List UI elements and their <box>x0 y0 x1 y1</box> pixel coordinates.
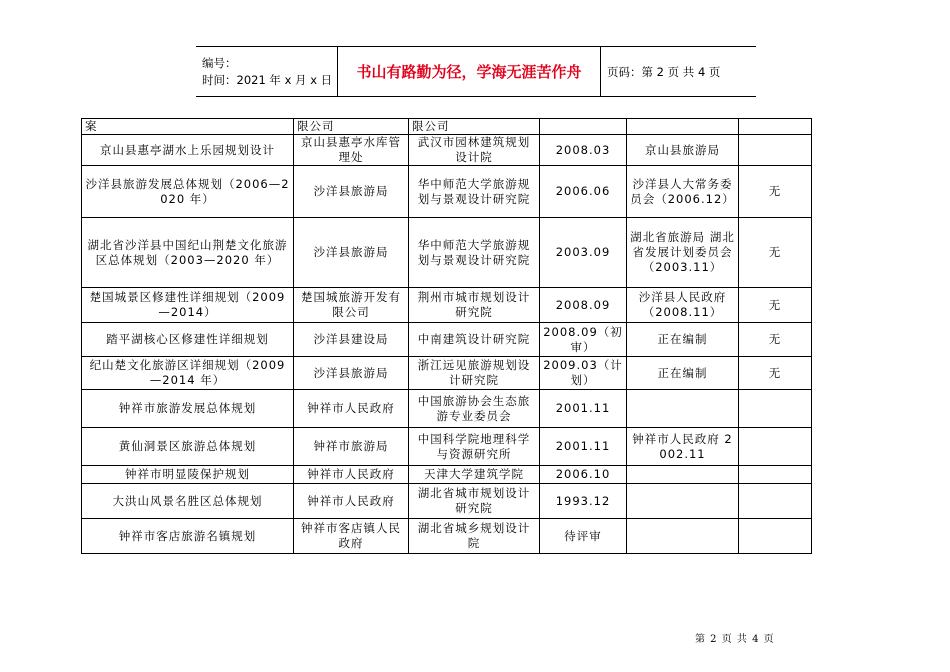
table-cell: 钟祥市旅游局 <box>294 428 409 466</box>
table-row <box>82 484 812 519</box>
time-label: 时间：2021 年 x 月 x 日 <box>202 72 333 87</box>
header-slogan <box>338 47 601 96</box>
table-cell: 沙洋县旅游局 <box>294 166 409 218</box>
table-cell <box>739 390 812 428</box>
table-cell: 湖北省城乡规划设计院 <box>409 519 540 554</box>
table-cell: 武汉市园林建筑规划设计院 <box>409 135 540 166</box>
table-cell: 2008.09（初审） <box>540 323 627 357</box>
table-cell: 案 <box>82 119 294 135</box>
table-cell: 京山县旅游局 <box>627 135 739 166</box>
table-row <box>82 390 812 428</box>
table-cell: 待评审 <box>540 519 627 554</box>
table-cell: 限公司 <box>409 119 540 135</box>
slogan-text: 书山有路勤为径，学海无涯苦作舟 <box>356 63 582 81</box>
page-header <box>196 46 756 97</box>
table-cell: 2006.10 <box>540 466 627 484</box>
table-cell: 钟祥市客店镇人民政府 <box>294 519 409 554</box>
table-cell: 华中师范大学旅游规划与景观设计研究院 <box>409 218 540 288</box>
table-cell: 京山县惠亭湖水上乐园规划设计 <box>82 135 294 166</box>
table-cell <box>627 484 739 519</box>
table-cell <box>627 466 739 484</box>
table-cell: 楚国城旅游开发有限公司 <box>294 288 409 323</box>
table-cell: 楚国城景区修建性详细规划（2009—2014） <box>82 288 294 323</box>
table-row <box>82 428 812 466</box>
table-cell: 2006.06 <box>540 166 627 218</box>
table-cell: 无 <box>739 166 812 218</box>
table-row <box>82 218 812 288</box>
table-cell <box>627 519 739 554</box>
table-cell <box>627 390 739 428</box>
table-cell: 沙洋县人大常务委员会（2006.12） <box>627 166 739 218</box>
table-cell: 正在编制 <box>627 357 739 390</box>
table-cell: 华中师范大学旅游规划与景观设计研究院 <box>409 166 540 218</box>
table-cell: 无 <box>739 288 812 323</box>
table-cell: 沙洋县旅游局 <box>294 357 409 390</box>
table-cell: 湖北省城市规划设计研究院 <box>409 484 540 519</box>
table-cell: 钟祥市人民政府 <box>294 484 409 519</box>
table-cell: 沙洋县人民政府（2008.11） <box>627 288 739 323</box>
table-cell: 钟祥市人民政府 <box>294 390 409 428</box>
table-cell <box>739 519 812 554</box>
table-cell: 沙洋县建设局 <box>294 323 409 357</box>
page-label: 页码：第 2 页 共 4 页 <box>607 64 721 79</box>
table-row <box>82 288 812 323</box>
table-cell: 京山县惠亭水库管理处 <box>294 135 409 166</box>
table-cell: 黄仙洞景区旅游总体规划 <box>82 428 294 466</box>
table-row <box>82 119 812 135</box>
table-cell: 大洪山风景名胜区总体规划 <box>82 484 294 519</box>
table-cell: 无 <box>739 323 812 357</box>
table-cell: 踏平湖核心区修建性详细规划 <box>82 323 294 357</box>
table-cell: 中国科学院地理科学与资源研究所 <box>409 428 540 466</box>
table-cell: 钟祥市客店旅游名镇规划 <box>82 519 294 554</box>
header-left <box>196 47 338 96</box>
table-row <box>82 519 812 554</box>
planning-table <box>81 118 812 554</box>
table-cell <box>739 119 812 135</box>
table-cell: 无 <box>739 357 812 390</box>
table-row <box>82 166 812 218</box>
table-cell: 2009.03（计划） <box>540 357 627 390</box>
table-cell <box>739 135 812 166</box>
table-row <box>82 135 812 166</box>
number-label: 编号： <box>202 55 237 70</box>
header-right <box>601 47 756 96</box>
table-cell: 2001.11 <box>540 428 627 466</box>
table-cell: 沙洋县旅游发展总体规划（2006—2020 年） <box>82 166 294 218</box>
table-cell: 湖北省旅游局 湖北省发展计划委员会（2003.11） <box>627 218 739 288</box>
table-cell: 纪山楚文化旅游区详细规划（2009—2014 年） <box>82 357 294 390</box>
table-row <box>82 357 812 390</box>
table-cell: 中国旅游协会生态旅游专业委员会 <box>409 390 540 428</box>
table-cell: 限公司 <box>294 119 409 135</box>
table-cell: 2003.09 <box>540 218 627 288</box>
table-cell: 钟祥市人民政府 <box>294 466 409 484</box>
table-cell: 2008.09 <box>540 288 627 323</box>
table-cell: 无 <box>739 218 812 288</box>
table-row <box>82 466 812 484</box>
table-cell: 钟祥市旅游发展总体规划 <box>82 390 294 428</box>
table-row <box>82 323 812 357</box>
table-cell: 荆州市城市规划设计研究院 <box>409 288 540 323</box>
table-cell: 钟祥市明显陵保护规划 <box>82 466 294 484</box>
table-cell: 正在编制 <box>627 323 739 357</box>
table-cell <box>739 428 812 466</box>
page-footer: 第 2 页 共 4 页 <box>695 634 775 645</box>
table-cell: 沙洋县旅游局 <box>294 218 409 288</box>
table-cell: 1993.12 <box>540 484 627 519</box>
table-cell: 钟祥市人民政府 2002.11 <box>627 428 739 466</box>
table-cell <box>739 484 812 519</box>
table-cell: 2008.03 <box>540 135 627 166</box>
table-cell: 中南建筑设计研究院 <box>409 323 540 357</box>
table-cell: 2001.11 <box>540 390 627 428</box>
table-cell <box>627 119 739 135</box>
table-cell <box>540 119 627 135</box>
table-cell <box>739 466 812 484</box>
table-cell: 浙江远见旅游规划设计研究院 <box>409 357 540 390</box>
table-cell: 湖北省沙洋县中国纪山荆楚文化旅游区总体规划（2003—2020 年） <box>82 218 294 288</box>
table-cell: 天津大学建筑学院 <box>409 466 540 484</box>
